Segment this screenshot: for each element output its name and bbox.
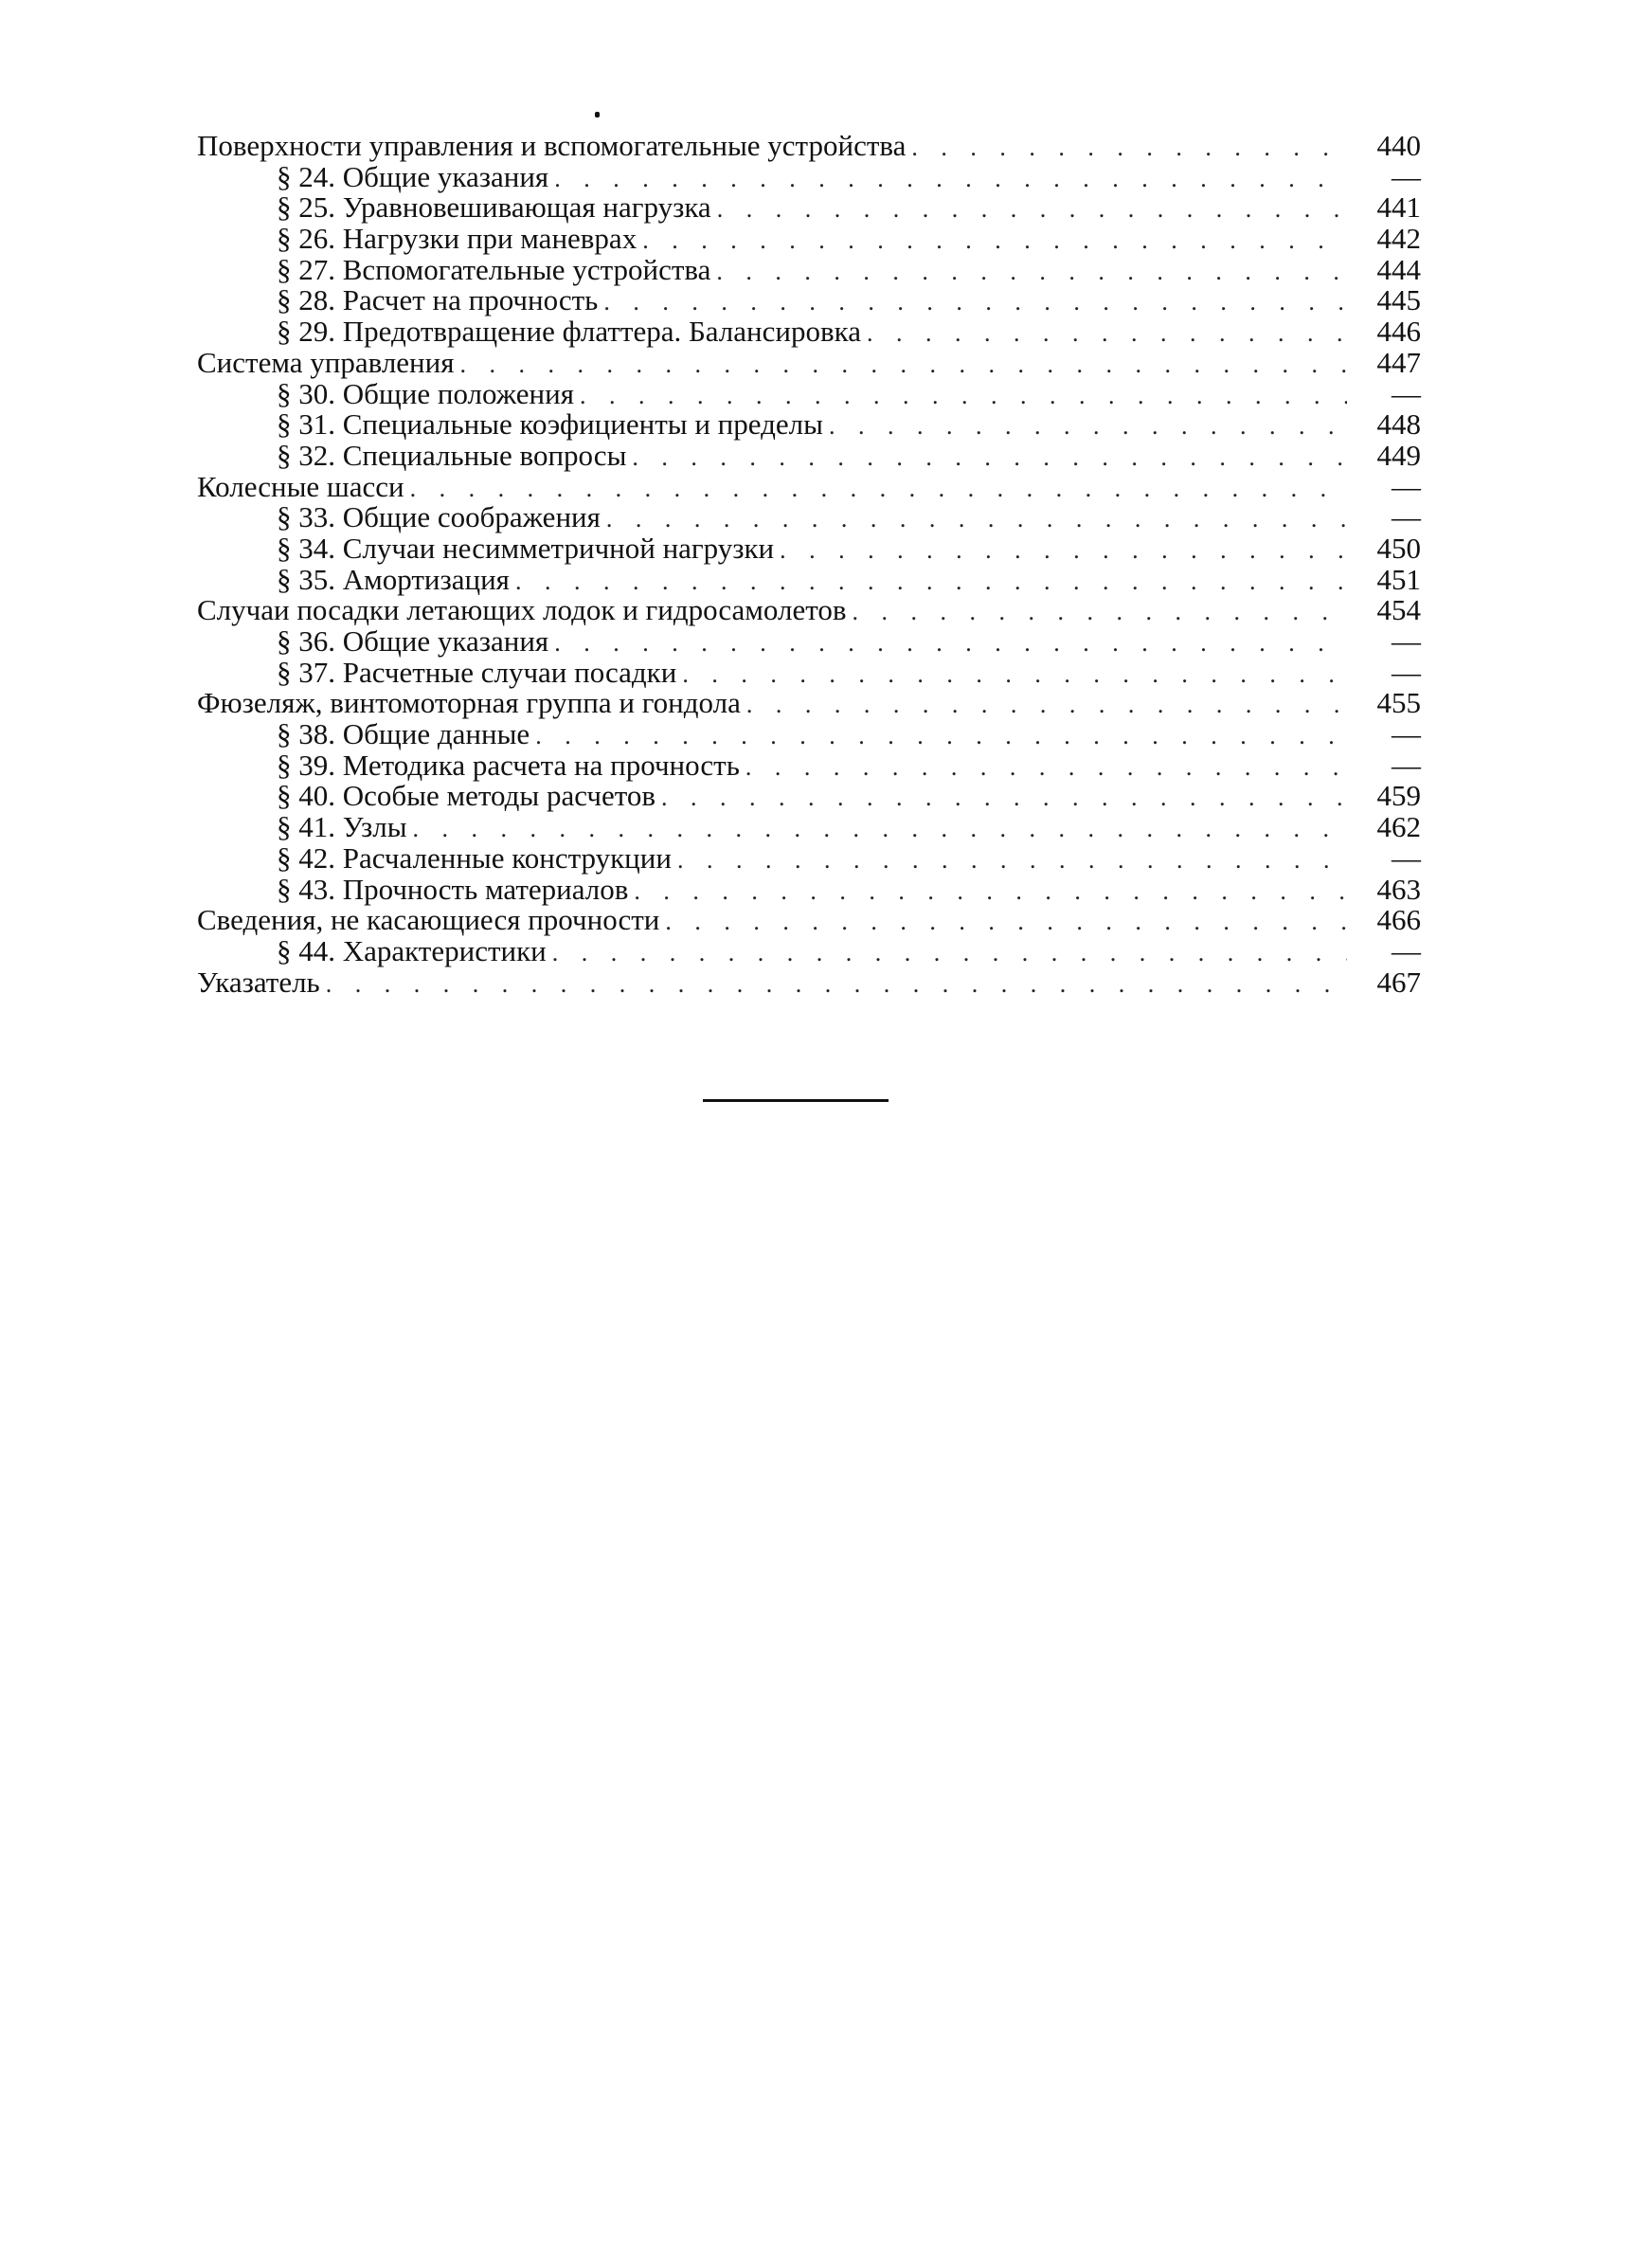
toc-entry-page: — xyxy=(1392,624,1421,658)
toc-dot-leader xyxy=(554,628,1347,659)
print-speck xyxy=(595,112,600,117)
toc-entry-title: Сведения, не касающиеся прочности xyxy=(197,903,660,937)
toc-entry-title: § 43. Прочность материалов xyxy=(277,872,629,906)
toc-entry-page: 459 xyxy=(1376,779,1421,813)
toc-dot-leader xyxy=(634,876,1347,908)
toc-entry-page: 463 xyxy=(1376,872,1421,906)
toc-entry-page: 455 xyxy=(1376,686,1421,720)
toc-entry xyxy=(197,438,1421,472)
toc-dot-leader xyxy=(716,257,1347,288)
toc-entry-title: Указатель xyxy=(197,965,320,999)
toc-entry xyxy=(197,131,1421,162)
toc-entry-title: § 40. Особые методы расчетов xyxy=(277,779,656,813)
toc-entry xyxy=(197,626,1421,658)
toc-entry-title: Колесные шасси xyxy=(197,469,404,503)
toc-entry xyxy=(197,533,1421,565)
toc-entry-title: § 28. Расчет на прочность xyxy=(277,283,599,317)
toc-entry-title: § 25. Уравновешивающая нагрузка xyxy=(277,190,711,225)
toc-entry-page: — xyxy=(1392,376,1421,410)
toc-entry xyxy=(197,316,1421,348)
toc-entry xyxy=(197,469,1421,503)
toc-entry-title: Фюзеляж, винтомоторная группа и гондола xyxy=(197,686,741,720)
toc-entry xyxy=(197,781,1421,812)
toc-entry-page: — xyxy=(1392,655,1421,689)
toc-entry-title: Система управления xyxy=(197,345,455,379)
toc-dot-leader xyxy=(661,783,1347,814)
toc-entry-page: 441 xyxy=(1376,190,1421,225)
toc-entry-page: 449 xyxy=(1376,438,1421,472)
toc-entry-title: § 36. Общие указания xyxy=(277,624,549,658)
toc-entry xyxy=(197,872,1421,906)
toc-entry-page: — xyxy=(1392,748,1421,782)
toc-entry-title: § 35. Амортизация xyxy=(277,562,510,596)
end-rule xyxy=(703,1099,889,1102)
toc-dot-leader xyxy=(745,752,1347,784)
toc-entry-title: § 38. Общие данные xyxy=(277,717,530,751)
toc-dot-leader xyxy=(911,133,1347,164)
toc-entry-title: § 26. Нагрузки при маневрах xyxy=(277,222,637,256)
toc-entry-title: § 32. Специальные вопросы xyxy=(277,438,627,472)
toc-entry-title: § 39. Методика расчета на прочность xyxy=(277,748,740,782)
toc-entry-page: — xyxy=(1392,469,1421,503)
toc-entry-title: § 41. Узлы xyxy=(277,810,407,844)
toc-dot-leader xyxy=(413,814,1347,845)
toc-entry xyxy=(197,285,1421,316)
toc-entry-page: 451 xyxy=(1376,562,1421,596)
toc-entry xyxy=(197,192,1421,224)
toc-dot-leader xyxy=(717,194,1347,226)
toc-entry-page: — xyxy=(1392,500,1421,534)
toc-entry xyxy=(197,750,1421,782)
toc-entry xyxy=(197,840,1421,875)
toc-entry-title: Случаи посадки летающих лодок и гидросамолетов xyxy=(197,593,847,627)
toc-dot-leader xyxy=(853,597,1347,628)
toc-entry xyxy=(197,933,1421,967)
toc-entry-page: — xyxy=(1392,159,1421,193)
toc-dot-leader xyxy=(665,907,1347,938)
toc-entry-page: 445 xyxy=(1376,283,1421,317)
toc-dot-leader xyxy=(552,938,1347,969)
toc-entry-title: § 29. Предотвращение флаттера. Балансировка xyxy=(277,315,861,349)
toc-entry xyxy=(197,688,1421,719)
toc-entry-title: § 33. Общие соображения xyxy=(277,500,601,534)
toc-entry-page: 466 xyxy=(1376,903,1421,937)
toc-entry-title: § 27. Вспомогательные устройства xyxy=(277,252,711,286)
toc-entry-title: § 31. Специальные коэфициенты и пределы xyxy=(277,407,823,442)
toc-entry-page: 467 xyxy=(1376,965,1421,999)
toc-entry-title: § 24. Общие указания xyxy=(277,159,549,193)
toc-entry-page: 447 xyxy=(1376,345,1421,379)
toc-entry xyxy=(197,719,1421,750)
toc-dot-leader xyxy=(460,350,1348,381)
toc-entry-page: — xyxy=(1392,840,1421,875)
toc-entry-page: 440 xyxy=(1376,129,1421,162)
toc-entry-title: Поверхности управления и вспомогательные устройства xyxy=(197,129,907,162)
toc-dot-leader xyxy=(677,845,1347,876)
toc-entry-page: 446 xyxy=(1376,315,1421,349)
toc-entry-title: § 42. Расчаленные конструкции xyxy=(277,840,672,875)
toc-entry xyxy=(197,562,1421,596)
toc-entry xyxy=(197,655,1421,689)
toc-entry-page: 462 xyxy=(1376,810,1421,844)
toc-dot-leader xyxy=(867,318,1347,350)
toc-dot-leader xyxy=(642,226,1347,257)
table-of-contents xyxy=(197,131,1421,998)
toc-entry-page: 442 xyxy=(1376,222,1421,256)
toc-dot-leader xyxy=(326,969,1347,1001)
toc-dot-leader xyxy=(829,411,1347,442)
toc-entry xyxy=(197,376,1421,410)
toc-entry xyxy=(197,159,1421,193)
toc-entry xyxy=(197,345,1421,379)
toc-entry xyxy=(197,224,1421,255)
toc-entry xyxy=(197,502,1421,533)
toc-entry-title: § 34. Случаи несимметричной нагрузки xyxy=(277,531,775,565)
toc-entry-page: — xyxy=(1392,717,1421,751)
toc-entry-page: 450 xyxy=(1376,531,1421,565)
toc-entry xyxy=(197,812,1421,843)
toc-entry xyxy=(197,595,1421,626)
toc-entry-page: 448 xyxy=(1376,407,1421,442)
toc-entry xyxy=(197,409,1421,441)
toc-dot-leader xyxy=(535,721,1347,752)
toc-entry-title: § 30. Общие положения xyxy=(277,376,574,410)
toc-entry-title: § 37. Расчетные случаи посадки xyxy=(277,655,677,689)
toc-entry xyxy=(197,252,1421,286)
toc-entry-page: 444 xyxy=(1376,252,1421,286)
toc-dot-leader xyxy=(632,442,1347,474)
toc-dot-leader xyxy=(780,535,1347,567)
toc-entry-title: § 44. Характеристики xyxy=(277,933,547,967)
toc-entry-page: 454 xyxy=(1376,593,1421,627)
toc-entry-page: — xyxy=(1392,933,1421,967)
toc-entry xyxy=(197,905,1421,936)
toc-dot-leader xyxy=(682,659,1347,691)
toc-entry xyxy=(197,967,1421,999)
toc-dot-leader xyxy=(746,690,1347,721)
